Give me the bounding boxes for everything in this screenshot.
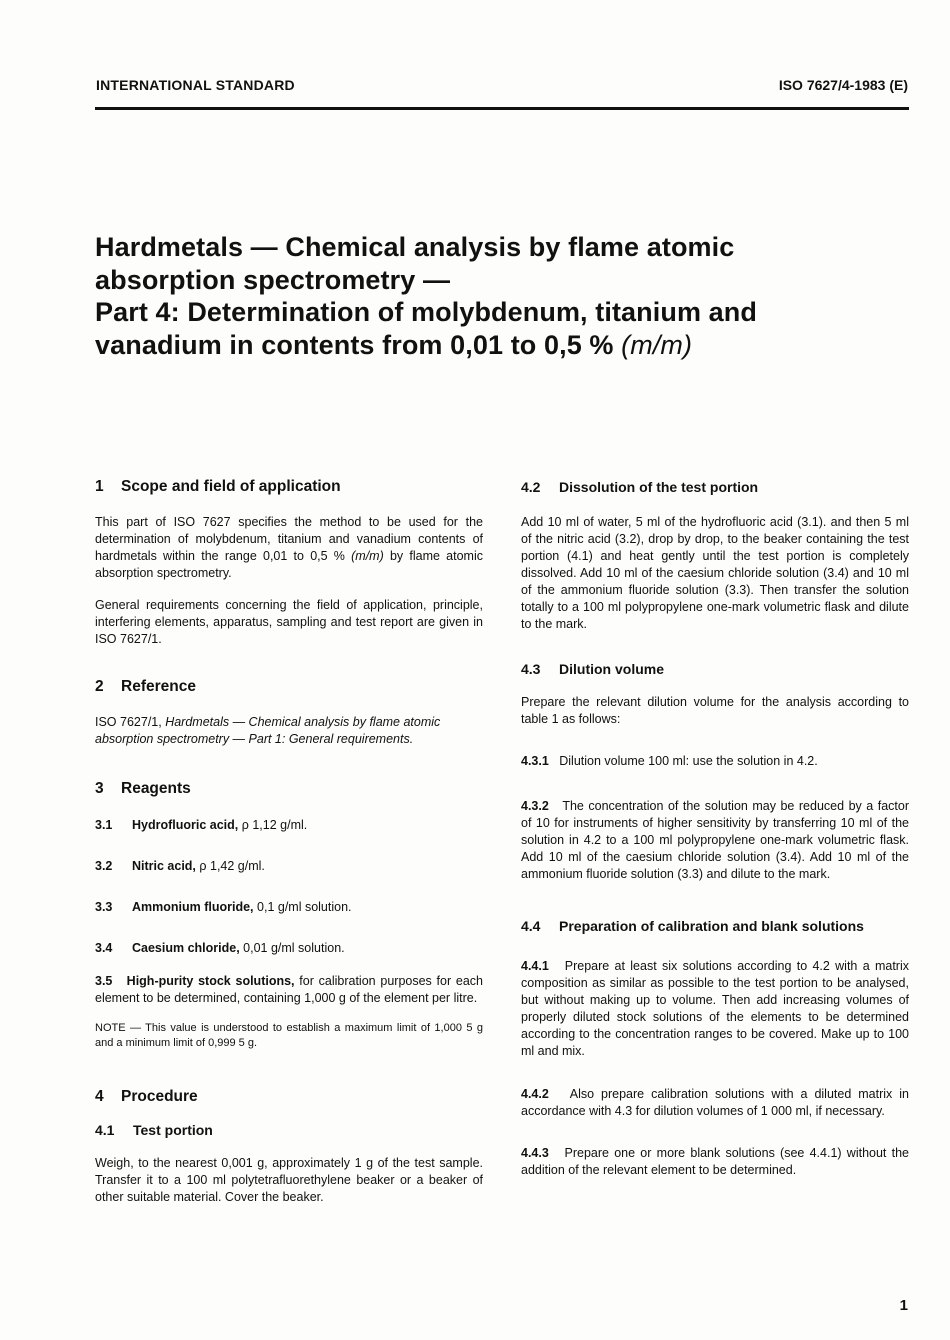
reagent-name: Ammonium fluoride, xyxy=(132,900,254,914)
paragraph: Add 10 ml of water, 5 ml of the hydrofluoric acid (3.1). and then 5 ml of the nitric acid (3.2), drop by drop, to the beaker containing the test portion (4.1) and heat gently until the test portion is completely dissolved. Add 10 ml of the caesium chloride solution (3.4) and 10 ml of the ammonium fluoride solution (3.3). Then transfer the solution totally to a 100 ml polypropylene one-mark volumetric flask and dilute to the mark. xyxy=(521,515,909,631)
clause xyxy=(521,1086,909,1120)
subsection-title: Preparation of calibration and blank solutions xyxy=(559,918,864,934)
paragraph-text: ISO 7627/1, xyxy=(95,715,162,729)
title-line-text: vanadium in contents from 0,01 to 0,5 % xyxy=(95,329,614,360)
reagent-spec: 0,01 g/ml solution. xyxy=(243,941,345,955)
paragraph xyxy=(95,514,483,582)
paragraph: General requirements concerning the field of application, principle, interfering elements, apparatus, sampling and test report are given in ISO 7627/1. xyxy=(95,598,483,646)
title-unit: (m/m) xyxy=(621,329,693,360)
left-column xyxy=(95,477,483,1206)
paragraph-text: This part of ISO 7627 specifies the method to be used for the determination of molybdenum, titanium and vanadium contents of hardmetals within the range 0,01 to 0,5 % xyxy=(95,515,483,563)
section-number: 1 xyxy=(95,478,104,495)
paragraph: Prepare the relevant dilution volume for the analysis according to table 1 as follows: xyxy=(521,695,909,726)
subsection-number: 4.1 xyxy=(95,1122,115,1138)
clause-text: Prepare at least six solutions according to 4.2 with a matrix composition as similar as possible to the test portion to be analysed, but without making up to volume. Then add increasing volumes of properly diluted stock solutions of the elements to be determined according to the concentration ranges to be covered. Make up to 100 ml and mix. xyxy=(521,959,909,1058)
clause-number: 4.3.1 xyxy=(521,754,549,768)
reagent-number: 3.3 xyxy=(95,900,113,914)
reagent-spec: ρ 1,42 g/ml. xyxy=(199,859,265,873)
reagent-item xyxy=(95,940,483,957)
clause xyxy=(521,798,909,883)
right-column xyxy=(521,477,909,1179)
clause-text: The concentration of the solution may be reduced by a factor of 10 for instruments of higher sensitivity by transferring 10 ml of the solution in 4.2 to a 100 ml polypropylene one-mark volumetric flask. Add 10 ml of the caesium chloride solution (3.4). Add 10 ml of the ammonium fluoride solution (3.3) and dilute to the mark. xyxy=(521,799,910,881)
section-title: Procedure xyxy=(121,1088,198,1105)
section-title: Reference xyxy=(121,678,196,695)
section-title: Reagents xyxy=(121,780,191,797)
paragraph-text: by flame atomic absorption spectrometry. xyxy=(95,549,483,580)
subsection-title: Dissolution of the test portion xyxy=(559,479,759,495)
clause xyxy=(521,753,909,770)
reagent-name: Caesium chloride, xyxy=(132,941,240,955)
reagent-item xyxy=(95,817,483,834)
title-line xyxy=(95,329,915,362)
subsection-heading-4-4 xyxy=(521,917,909,935)
reagent-item xyxy=(95,973,483,1007)
header-rule xyxy=(95,107,909,110)
reagent-spec: 0,1 g/ml solution. xyxy=(257,900,352,914)
paragraph xyxy=(95,714,483,748)
subsection-number: 4.4 xyxy=(521,918,541,934)
reagent-number: 3.1 xyxy=(95,818,113,832)
subsection-heading-4-3 xyxy=(521,660,909,678)
paragraph-italic: (m/m) xyxy=(351,549,384,563)
section-heading-2 xyxy=(95,677,483,697)
subsection-title: Test portion xyxy=(133,1122,213,1138)
clause-number: 4.4.3 xyxy=(521,1146,549,1160)
title-line: Part 4: Determination of molybdenum, titanium and xyxy=(95,297,757,327)
subsection-title: Dilution volume xyxy=(559,661,664,677)
page-number: 1 xyxy=(899,1297,908,1314)
reagent-name: Hydrofluoric acid, xyxy=(132,818,239,832)
header-standard-label: INTERNATIONAL STANDARD xyxy=(96,77,295,93)
section-heading-4 xyxy=(95,1087,483,1107)
clause xyxy=(521,1145,909,1179)
note: NOTE — This value is understood to establish a maximum limit of 1,000 5 g and a minimum limit of 0,999 5 g. xyxy=(95,1022,483,1049)
section-number: 3 xyxy=(95,780,104,797)
section-heading-1 xyxy=(95,477,483,497)
clause-number: 4.4.1 xyxy=(521,959,549,973)
section-title: Scope and field of application xyxy=(121,478,341,495)
clause xyxy=(521,958,909,1060)
clause-text: Dilution volume 100 ml: use the solution in 4.2. xyxy=(559,754,818,768)
clause-text: Also prepare calibration solutions with a diluted matrix in accordance with 4.3 for dilution volumes of 1 000 ml, if necessary. xyxy=(521,1087,909,1118)
document-title xyxy=(95,231,915,361)
reagent-item xyxy=(95,899,483,916)
reagent-number: 3.5 xyxy=(95,974,113,988)
reagent-name: Nitric acid, xyxy=(132,859,196,873)
clause-text: Prepare one or more blank solutions (see 4.4.1) without the addition of the relevant element to be determined. xyxy=(521,1146,910,1177)
clause-number: 4.3.2 xyxy=(521,799,549,813)
reagent-number: 3.4 xyxy=(95,941,113,955)
subsection-heading-4-2 xyxy=(521,478,909,496)
subsection-number: 4.2 xyxy=(521,479,541,495)
section-heading-3 xyxy=(95,779,483,799)
section-number: 4 xyxy=(95,1088,104,1105)
subsection-heading-4-1 xyxy=(95,1121,483,1139)
reference-title: Hardmetals — Chemical analysis by flame atomic absorption spectrometry — Part 1: General requirements. xyxy=(95,715,441,746)
reagent-item xyxy=(95,858,483,875)
clause-number: 4.4.2 xyxy=(521,1087,549,1101)
title-line: absorption spectrometry — xyxy=(95,264,451,295)
section-number: 2 xyxy=(95,678,104,695)
reagent-name: High-purity stock solutions, xyxy=(126,974,295,988)
reagent-spec: for calibration purposes for each element to be determined, containing 1,000 g of the element per litre. xyxy=(95,974,483,1005)
reagent-number: 3.2 xyxy=(95,859,113,873)
title-line: Hardmetals — Chemical analysis by flame atomic xyxy=(95,232,735,262)
reagent-spec: ρ 1,12 g/ml. xyxy=(241,818,308,832)
paragraph: Weigh, to the nearest 0,001 g, approximately 1 g of the test sample. Transfer it to a 100 ml polytetrafluorethylene beaker or a beaker of other suitable material. Cover the beaker. xyxy=(95,1156,483,1204)
header-document-id: ISO 7627/4-1983 (E) xyxy=(778,77,908,93)
subsection-number: 4.3 xyxy=(521,661,541,677)
